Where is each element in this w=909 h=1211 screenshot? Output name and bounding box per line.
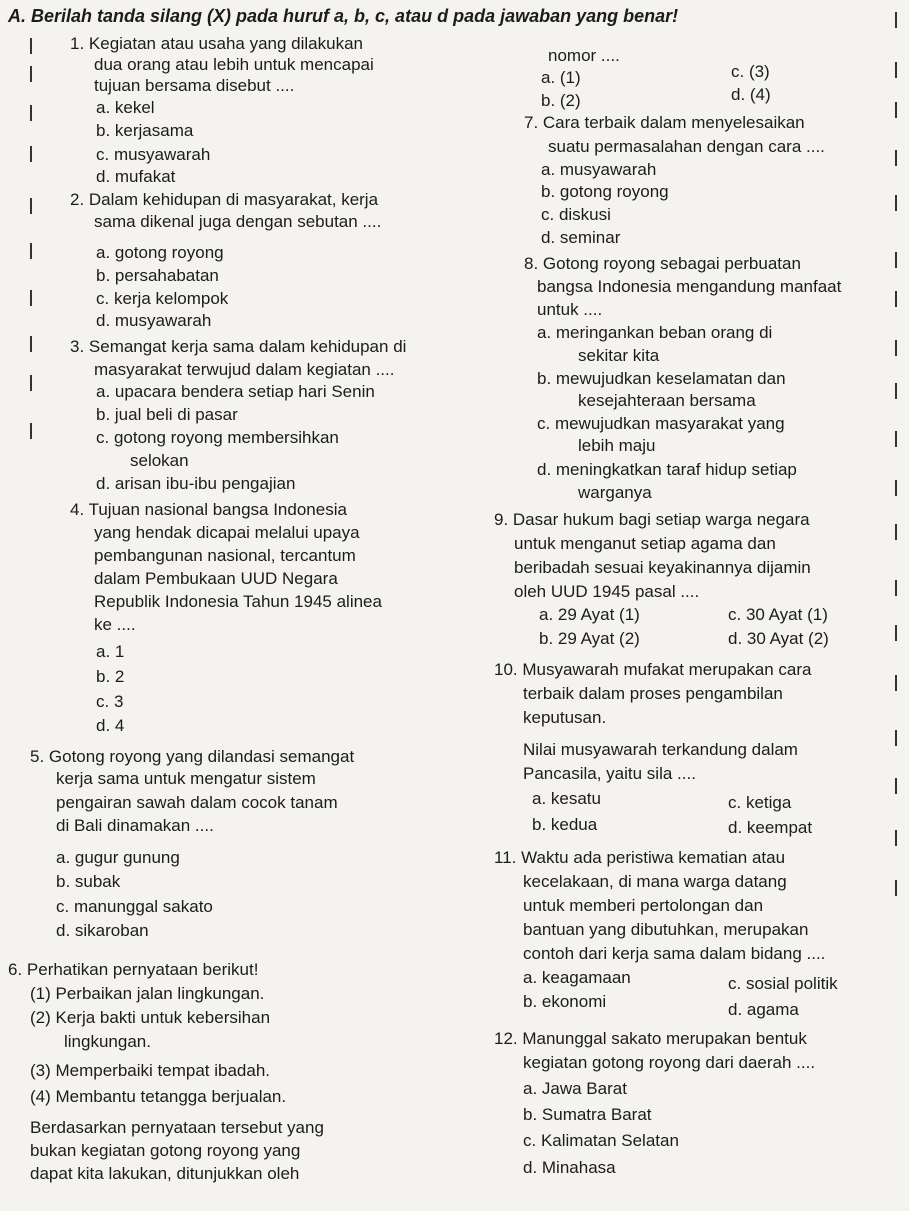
text-line: a. (1) [541, 68, 581, 87]
text-line: contoh dari kerja sama dalam bidang .... [523, 944, 826, 963]
text-line: c. sosial politik [728, 974, 838, 993]
text-line: 9. Dasar hukum bagi setiap warga negara [494, 510, 810, 529]
edge-mark [30, 146, 32, 162]
text-line: suatu permasalahan dengan cara .... [548, 137, 825, 156]
text-line: d. mufakat [96, 167, 176, 186]
text-line: d. 30 Ayat (2) [728, 629, 829, 648]
text-line: Pancasila, yaitu sila .... [523, 764, 696, 783]
text-line: Nilai musyawarah terkandung dalam [523, 740, 798, 759]
text-line: oleh UUD 1945 pasal .... [514, 582, 700, 601]
text-line: Republik Indonesia Tahun 1945 alinea [94, 592, 382, 611]
edge-mark [30, 105, 32, 121]
text-line: c. 3 [96, 692, 124, 711]
edge-mark [30, 336, 32, 352]
edge-mark [895, 580, 897, 596]
text-line: b. jual beli di pasar [96, 405, 238, 424]
text-line: bangsa Indonesia mengandung manfaat [537, 277, 842, 296]
text-line: a. 29 Ayat (1) [539, 605, 640, 624]
text-line: 10. Musyawarah mufakat merupakan cara [494, 660, 812, 679]
text-line: c. ketiga [728, 793, 792, 812]
edge-mark [895, 524, 897, 540]
text-line: lingkungan. [64, 1032, 151, 1051]
text-line: b. kerjasama [96, 121, 194, 140]
text-line: untuk menganut setiap agama dan [514, 534, 776, 553]
text-line: a. gugur gunung [56, 848, 180, 867]
edge-mark [895, 12, 897, 28]
text-line: b. 2 [96, 667, 125, 686]
edge-mark [895, 102, 897, 118]
text-line: lebih maju [578, 436, 656, 455]
text-line: 3. Semangat kerja sama dalam kehidupan di [70, 337, 407, 356]
text-line: selokan [130, 451, 189, 470]
text-line: dalam Pembukaan UUD Negara [94, 569, 338, 588]
text-line: bantuan yang dibutuhkan, merupakan [523, 920, 809, 939]
text-line: d. (4) [731, 85, 771, 104]
text-line: 11. Waktu ada peristiwa kematian atau [494, 848, 786, 867]
text-line: (2) Kerja bakti untuk kebersihan [30, 1008, 271, 1027]
text-line: d. agama [728, 1000, 799, 1019]
text-line: kegiatan gotong royong dari daerah .... [523, 1053, 816, 1072]
edge-mark [895, 150, 897, 166]
text-line: c. gotong royong membersihkan [96, 428, 339, 447]
edge-mark [895, 340, 897, 356]
text-line: b. ekonomi [523, 992, 607, 1011]
text-line: b. kedua [532, 815, 598, 834]
text-line: bukan kegiatan gotong royong yang [30, 1141, 301, 1160]
text-line: d. keempat [728, 818, 813, 837]
text-line: keputusan. [523, 708, 607, 727]
text-line: di Bali dinamakan .... [56, 816, 214, 835]
text-line: a. 1 [96, 642, 125, 661]
text-line: 1. Kegiatan atau usaha yang dilakukan [70, 34, 364, 53]
text-line: sama dikenal juga dengan sebutan .... [94, 212, 382, 231]
text-line: b. Sumatra Barat [523, 1105, 652, 1124]
text-line: a. upacara bendera setiap hari Senin [96, 382, 375, 401]
text-line: a. gotong royong [96, 243, 224, 262]
edge-mark [895, 880, 897, 896]
edge-mark [30, 66, 32, 82]
text-line: nomor .... [548, 46, 620, 65]
section-instruction: A. Berilah tanda silang (X) pada huruf a, b, c, atau d pada jawaban yang benar! [8, 6, 679, 26]
text-line: 6. Perhatikan pernyataan berikut! [8, 960, 259, 979]
text-line: kerja sama untuk mengatur sistem [56, 769, 316, 788]
edge-mark [895, 383, 897, 399]
edge-mark [895, 830, 897, 846]
text-line: c. kerja kelompok [96, 289, 229, 308]
text-line: b. subak [56, 872, 121, 891]
edge-mark [30, 198, 32, 214]
edge-mark [895, 730, 897, 746]
text-line: dua orang atau lebih untuk mencapai [94, 55, 374, 74]
text-line: b. persahabatan [96, 266, 219, 285]
text-line: d. sikaroban [56, 921, 149, 940]
text-line: (1) Perbaikan jalan lingkungan. [30, 984, 265, 1003]
text-line: 2. Dalam kehidupan di masyarakat, kerja [70, 190, 379, 209]
text-line: pembangunan nasional, tercantum [94, 546, 356, 565]
text-line: kecelakaan, di mana warga datang [523, 872, 787, 891]
text-line: a. kekel [96, 98, 155, 117]
text-line: (3) Memperbaiki tempat ibadah. [30, 1061, 271, 1080]
edge-mark [895, 625, 897, 641]
text-line: d. Minahasa [523, 1158, 616, 1177]
text-line: beribadah sesuai keyakinannya dijamin [514, 558, 811, 577]
text-line: dapat kita lakukan, ditunjukkan oleh [30, 1164, 300, 1183]
text-line: untuk .... [537, 300, 603, 319]
edge-mark [30, 290, 32, 306]
text-line: a. Jawa Barat [523, 1079, 627, 1098]
edge-mark [30, 38, 32, 54]
text-line: 5. Gotong royong yang dilandasi semangat [30, 747, 355, 766]
edge-mark [895, 195, 897, 211]
text-line: ke .... [94, 615, 136, 634]
text-line: (4) Membantu tetangga berjualan. [30, 1087, 287, 1106]
text-line: tujuan bersama disebut .... [94, 76, 295, 95]
text-line: d. musyawarah [96, 311, 212, 330]
edge-mark [895, 62, 897, 78]
text-line: c. musyawarah [96, 145, 211, 164]
text-line: c. (3) [731, 62, 770, 81]
text-line: Berdasarkan pernyataan tersebut yang [30, 1118, 324, 1137]
text-line: c. manunggal sakato [56, 897, 213, 916]
text-line: b. 29 Ayat (2) [539, 629, 640, 648]
edge-mark [30, 375, 32, 391]
edge-mark [895, 291, 897, 307]
edge-mark [895, 675, 897, 691]
text-line: terbaik dalam proses pengambilan [523, 684, 783, 703]
text-line: a. musyawarah [541, 160, 657, 179]
edge-mark [895, 778, 897, 794]
text-line: c. diskusi [541, 205, 611, 224]
text-line: 7. Cara terbaik dalam menyelesaikan [524, 113, 805, 132]
edge-mark [895, 252, 897, 268]
text-line: c. Kalimatan Selatan [523, 1131, 679, 1150]
text-line: d. meningkatkan taraf hidup setiap [537, 460, 797, 479]
edge-mark [895, 431, 897, 447]
text-line: d. seminar [541, 228, 621, 247]
text-line: a. keagamaan [523, 968, 631, 987]
text-line: c. 30 Ayat (1) [728, 605, 828, 624]
text-line: a. kesatu [532, 789, 601, 808]
text-line: 8. Gotong royong sebagai perbuatan [524, 254, 801, 273]
text-line: yang hendak dicapai melalui upaya [94, 523, 360, 542]
edge-mark [30, 243, 32, 259]
text-line: sekitar kita [578, 346, 660, 365]
text-line: b. (2) [541, 91, 581, 110]
text-line: d. 4 [96, 716, 125, 735]
text-line: warganya [578, 483, 652, 502]
edge-mark [895, 480, 897, 496]
text-line: b. gotong royong [541, 182, 669, 201]
text-line: pengairan sawah dalam cocok tanam [56, 793, 338, 812]
text-line: masyarakat terwujud dalam kegiatan .... [94, 360, 395, 379]
text-line: untuk memberi pertolongan dan [523, 896, 764, 915]
text-line: c. mewujudkan masyarakat yang [537, 414, 785, 433]
text-line: 4. Tujuan nasional bangsa Indonesia [70, 500, 347, 519]
text-line: a. meringankan beban orang di [537, 323, 773, 342]
text-line: d. arisan ibu-ibu pengajian [96, 474, 296, 493]
text-line: kesejahteraan bersama [578, 391, 756, 410]
text-line: b. mewujudkan keselamatan dan [537, 369, 786, 388]
edge-mark [30, 423, 32, 439]
text-line: 12. Manunggal sakato merupakan bentuk [494, 1029, 807, 1048]
